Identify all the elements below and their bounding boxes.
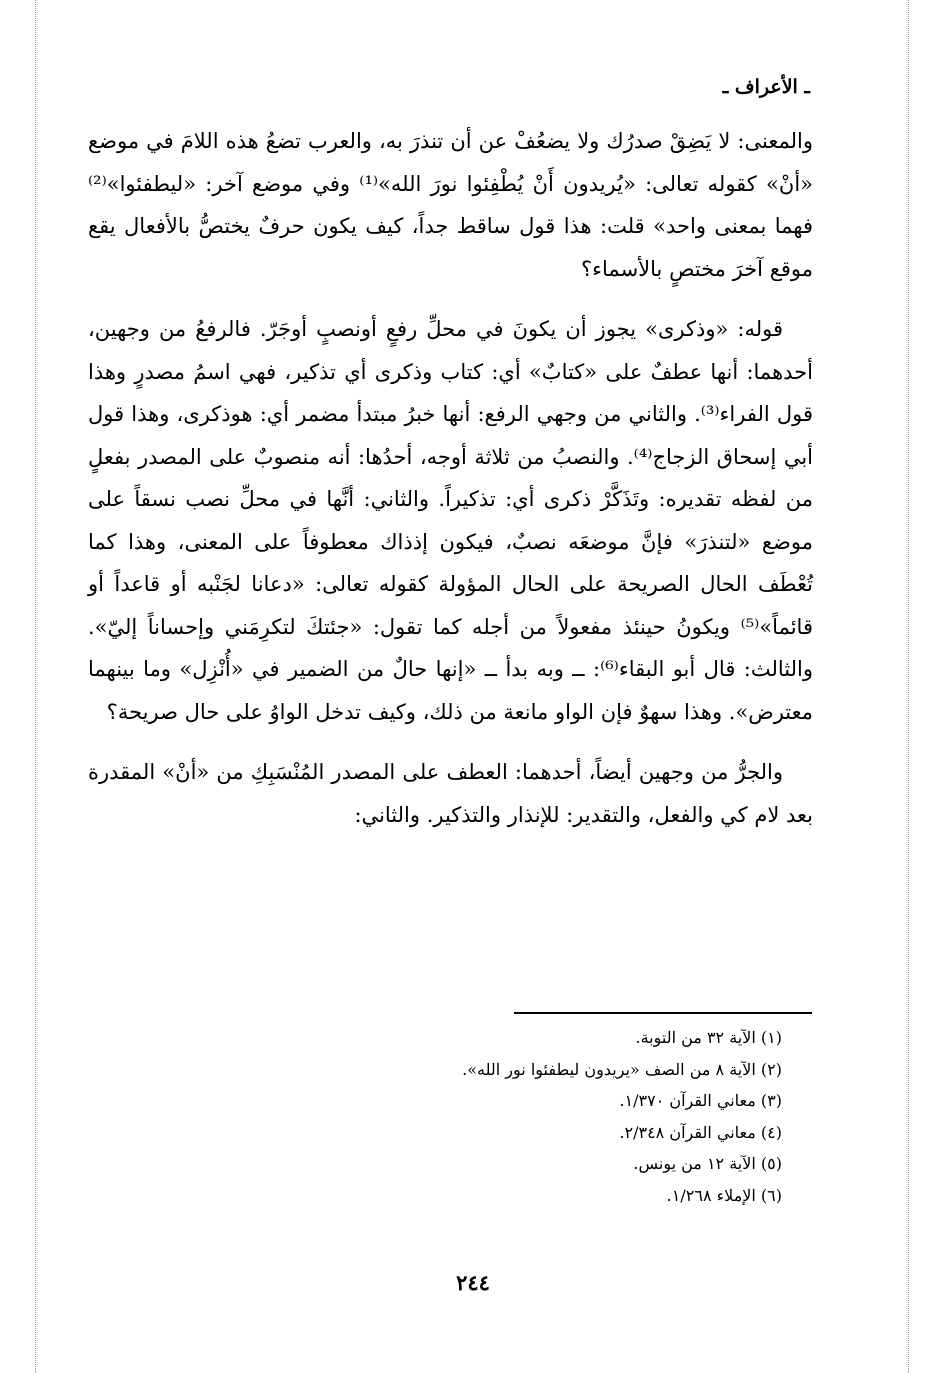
footnote-item: (٤) معاني القرآن ٢/٣٤٨.: [619, 1122, 782, 1142]
footnote-item: (٦) الإملاء ١/٢٦٨.: [666, 1185, 782, 1205]
right-margin-line: [908, 0, 909, 1373]
left-margin-line: [35, 0, 36, 1373]
footnote-item: (٥) الآية ١٢ من يونس.: [633, 1154, 782, 1173]
footnote-item: (٢) الآية ٨ من الصف «يريدون ليطفئوا نور الله».: [462, 1059, 782, 1079]
paragraph-2: قوله: «وذكرى» يجوز أن يكونَ في محلِّ رفعٍ أونصبٍ أوجَرّ. فالرفعُ من وجهين، أحدهما: أنها عطفٌ على «كتابٌ» أي: كتاب وذكرى أي تذكير، فهي اسمُ مصدرٍ وهذا قول الفراء⁽³⁾. والثاني من وجهي الرفع: أنها خبرُ مبتدأ مضمر أي: هوذكرى، وهذا قول أبي إسحاق الزجاج⁽⁴⁾. والنصبُ من ثلاثة أوجه، أحدُها: أنه منصوبٌ على المصدر بفعلٍ من لفظه تقديره: وتَذَكَّرْ ذكرى أي: تذكيراً. والثاني: أنَّها في محلِّ نصب نسقاً على موضع «لتنذرَ» فإنَّ موضعَه نصبٌ، فيكون إذذاك معطوفاً على المعنى، وهذا كما تُعْطَف الحال الصريحة على الحال المؤولة كقوله تعالى: «دعانا لجَنْبه أو قاعداً أو قائماً»⁽⁵⁾ ويكونُ حينئذ مفعولاً من أجله كما تقول: «جئتكَ لتكرِمَني وإحساناً إليّ». والثالث: قال أبو البقاء⁽⁶⁾: ــ وبه بدأ ــ «إنها حالٌ من الضمير في «أُنْزِل» وما بينهما معترض». وهذا سهوٌ فإن الواو مانعة من ذلك، وكيف تدخل الواوُ على حال صريحة؟: [88, 317, 814, 724]
footnote-separator: [514, 1012, 812, 1014]
paragraph-3: والجرُّ من وجهين أيضاً، أحدهما: العطف على المصدر المُنْسَبِكِ من «أنْ» المقدرة بعد لام كي والفعل، والتقدير: للإنذار والتذكير. والثاني:: [88, 760, 813, 827]
main-text: [88, 120, 813, 836]
paragraph-1: والمعنى: لا يَضِقْ صدرُك ولا يضعُفْ عن أن تنذرَ به، والعرب تضعُ هذه اللامَ في موضع «أنْ» كقوله تعالى: «يُريدون أَنْ يُطْفِئوا نورَ الله»⁽¹⁾ وفي موضع آخر: «ليطفئوا»⁽²⁾ فهما بمعنى واحد» قلت: هذا قول ساقط جداً، كيف يكون حرفٌ يختصُّ بالأفعال يقع موقع آخرَ مختصٍ بالأسماء؟: [88, 129, 814, 281]
footnote-item: (٣) معاني القرآن ١/٣٧٠.: [619, 1091, 782, 1110]
running-header: ـ الأعراف ـ: [722, 76, 810, 98]
footnotes-list: [300, 1022, 782, 1211]
page-number: ٢٤٤: [456, 1270, 490, 1295]
footnote-item: (١) الآية ٣٢ من التوبة.: [635, 1028, 782, 1047]
